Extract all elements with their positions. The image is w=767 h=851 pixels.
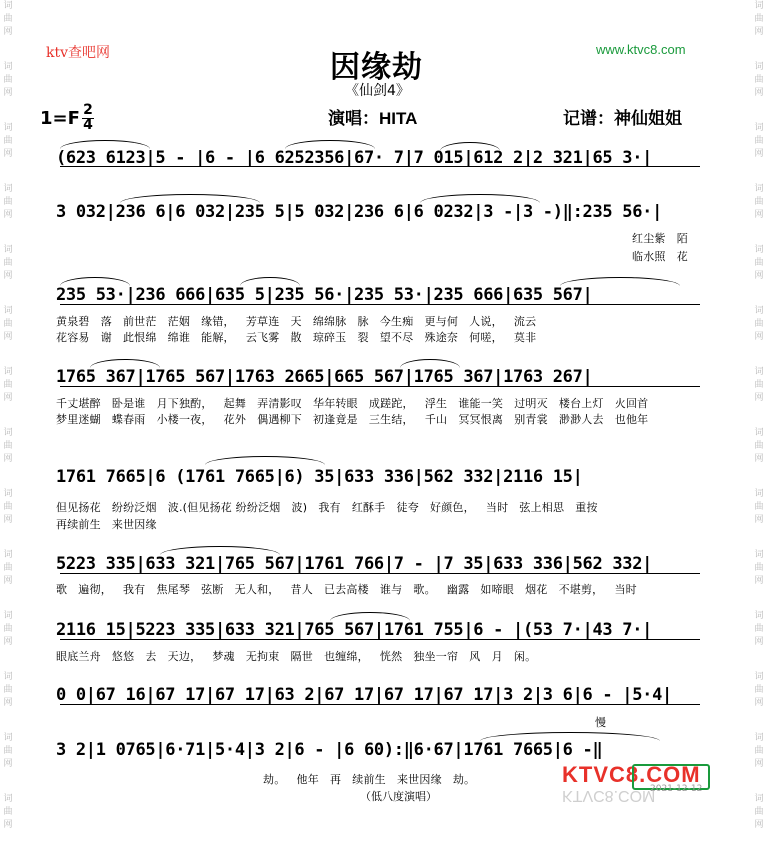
time-signature	[82, 104, 94, 132]
transcriber-credit: 记谱：神仙姐姐	[563, 109, 682, 129]
side-watermark-gap	[753, 832, 765, 851]
side-watermark-char: 词	[3, 1, 13, 11]
side-watermark-char: 词	[3, 367, 13, 377]
side-watermark-gap	[2, 771, 14, 793]
side-watermark-gap	[753, 649, 765, 671]
side-watermark-char: 曲	[754, 258, 764, 268]
side-watermark-char: 曲	[754, 14, 764, 24]
tempo-mark: 慢	[595, 716, 606, 729]
side-watermark-char: 词	[754, 794, 764, 804]
side-watermark-char: 词	[754, 1, 764, 11]
side-watermark-char: 词	[754, 489, 764, 499]
side-watermark-char: 词	[3, 550, 13, 560]
side-watermark-char: 网	[3, 759, 13, 769]
side-watermark-right	[753, 0, 765, 851]
beam-line	[60, 573, 700, 574]
singer-credit: 演唱：HITA	[328, 109, 418, 128]
watermark-date: 2021-12-12	[650, 784, 703, 794]
side-watermark-char: 词	[754, 672, 764, 682]
slur-mark	[120, 194, 260, 203]
side-watermark-char: 词	[754, 428, 764, 438]
lyric-line: 眼底兰舟 悠悠 去 天边， 梦魂 无拘束 隔世 也缠绵， 恍然 独坐一帘 风 月 闲。	[56, 650, 537, 663]
side-watermark-char: 曲	[3, 136, 13, 146]
site-url-right: www.ktvc8.com	[596, 42, 686, 57]
notation-row: 5223 335|633 321|765 567|1761 766|7 - |7 35|633 336|562 332|	[56, 554, 653, 574]
side-watermark-char: 词	[3, 306, 13, 316]
side-watermark-gap	[753, 405, 765, 427]
side-watermark-char: 曲	[754, 563, 764, 573]
slur-mark	[330, 612, 410, 621]
side-watermark-gap	[753, 39, 765, 61]
side-watermark-char: 网	[3, 88, 13, 98]
side-watermark-char: 词	[3, 672, 13, 682]
side-watermark-char: 曲	[3, 685, 13, 695]
side-watermark-char: 词	[754, 367, 764, 377]
side-watermark-gap	[2, 466, 14, 488]
side-watermark-char: 网	[754, 393, 764, 403]
side-watermark-char: 网	[754, 637, 764, 647]
side-watermark-char: 曲	[3, 624, 13, 634]
side-watermark-gap	[753, 466, 765, 488]
side-watermark-char: 曲	[3, 502, 13, 512]
lyric-line: 梦里迷蝴 蝶春雨 小楼一夜， 花外 偶遇柳下 初逢竟是 三生结， 千山 冥冥恨离 别青裳 渺渺人去 也他年	[56, 413, 649, 426]
logo-reflection: KTVC8.COM	[562, 787, 656, 804]
side-watermark-char: 词	[3, 794, 13, 804]
side-watermark-gap	[753, 161, 765, 183]
side-watermark-char: 曲	[3, 746, 13, 756]
side-watermark-char: 网	[3, 271, 13, 281]
slur-mark	[240, 277, 300, 286]
side-watermark-char: 网	[3, 27, 13, 37]
beam-line	[60, 386, 700, 387]
side-watermark-char: 词	[754, 62, 764, 72]
side-watermark-char: 词	[3, 428, 13, 438]
side-watermark-char: 网	[3, 637, 13, 647]
side-watermark-gap	[2, 344, 14, 366]
side-watermark-gap	[753, 771, 765, 793]
side-watermark-char: 网	[3, 698, 13, 708]
key-signature: 1=F	[40, 108, 80, 129]
notation-row: 1761 7665|6 (1761 7665|6) 35|633 336|562 332|2116 15|	[56, 467, 583, 487]
side-watermark-gap	[753, 222, 765, 244]
side-watermark-char: 词	[754, 245, 764, 255]
slur-mark	[480, 732, 660, 741]
side-watermark-char: 网	[3, 393, 13, 403]
side-watermark-char: 曲	[754, 502, 764, 512]
side-watermark-char: 网	[3, 332, 13, 342]
page-title: 因缘劫	[330, 50, 423, 85]
side-watermark-char: 网	[754, 210, 764, 220]
side-watermark-char: 网	[3, 454, 13, 464]
side-watermark-char: 网	[754, 271, 764, 281]
side-watermark-char: 网	[754, 88, 764, 98]
lyric-line: 花容易 谢 此恨绵 绵谁 能解， 云飞雾 散 琼碎玉 裂 望不尽 殊途奈 何嗟， 莫非	[56, 331, 537, 344]
lyric-line: 千丈堪醉 卧是谁 月下独酌， 起舞 弄清影叹 华年转眼 成蹉跎， 浮生 谁能一笑 过明灭 楼台上灯 火回首	[56, 397, 649, 410]
side-watermark-char: 曲	[3, 563, 13, 573]
notation-row: 3 032|236 6|6 032|235 5|5 032|236 6|6 0232|3 -|3 -)‖:235 56·|	[56, 202, 663, 222]
notation-row: 1765 367|1765 567|1763 2665|665 567|1765 367|1763 267|	[56, 367, 593, 387]
side-watermark-char: 曲	[754, 685, 764, 695]
side-watermark-char: 曲	[3, 441, 13, 451]
side-watermark-gap	[753, 344, 765, 366]
side-watermark-char: 曲	[754, 380, 764, 390]
notation-row: (623 6123|5 - |6 - |6 6252356|67· 7|7 015|612 2|2 321|65 3·|	[56, 148, 653, 168]
side-watermark-char: 网	[754, 759, 764, 769]
side-watermark-gap	[2, 283, 14, 305]
side-watermark-gap	[2, 39, 14, 61]
side-watermark-gap	[2, 100, 14, 122]
side-watermark-gap	[753, 710, 765, 732]
side-watermark-char: 词	[754, 611, 764, 621]
side-watermark-char: 词	[754, 550, 764, 560]
side-watermark-char: 词	[3, 733, 13, 743]
side-watermark-char: 网	[754, 454, 764, 464]
side-watermark-char: 词	[754, 306, 764, 316]
side-watermark-char: 词	[754, 184, 764, 194]
side-watermark-char: 网	[3, 149, 13, 159]
side-watermark-char: 网	[754, 515, 764, 525]
site-name-left: ktv查吧网	[46, 45, 111, 61]
slur-mark	[205, 456, 325, 465]
lyric-line: 再续前生 来世因缘	[56, 518, 157, 531]
side-watermark-char: 网	[754, 332, 764, 342]
slur-mark	[60, 277, 130, 286]
side-watermark-char: 词	[754, 123, 764, 133]
side-watermark-gap	[2, 649, 14, 671]
side-watermark-left	[2, 0, 14, 851]
side-watermark-char: 曲	[3, 380, 13, 390]
side-watermark-char: 曲	[754, 807, 764, 817]
side-watermark-char: 网	[3, 576, 13, 586]
slur-mark	[160, 546, 280, 555]
side-watermark-gap	[753, 100, 765, 122]
side-watermark-char: 词	[3, 611, 13, 621]
side-watermark-char: 网	[754, 698, 764, 708]
side-watermark-char: 词	[3, 123, 13, 133]
notation-row: 0 0|67 16|67 17|67 17|63 2|67 17|67 17|67 17|3 2|3 6|6 - |5·4|	[56, 685, 672, 705]
side-watermark-gap	[2, 405, 14, 427]
side-watermark-char: 词	[3, 245, 13, 255]
side-watermark-char: 曲	[754, 746, 764, 756]
side-watermark-char: 网	[754, 27, 764, 37]
side-watermark-gap	[2, 222, 14, 244]
side-watermark-char: 网	[3, 820, 13, 830]
side-watermark-gap	[2, 832, 14, 851]
side-watermark-char: 网	[3, 515, 13, 525]
slur-mark	[285, 140, 375, 149]
side-watermark-char: 曲	[754, 624, 764, 634]
slur-mark	[560, 277, 680, 286]
beam-line	[60, 166, 700, 167]
side-watermark-char: 网	[3, 210, 13, 220]
side-watermark-gap	[2, 710, 14, 732]
side-watermark-char: 曲	[3, 197, 13, 207]
lyric-line: 临水照 花	[632, 250, 688, 263]
slur-mark	[400, 359, 460, 368]
slur-mark	[90, 359, 160, 368]
time-signature-top: 2	[83, 102, 93, 118]
side-watermark-gap	[753, 283, 765, 305]
beam-line	[60, 639, 700, 640]
beam-line	[60, 304, 700, 305]
side-watermark-gap	[753, 527, 765, 549]
side-watermark-char: 词	[3, 62, 13, 72]
notation-row: 235 53·|236 666|635 5|235 56·|235 53·|235 666|635 567|	[56, 285, 593, 305]
side-watermark-gap	[753, 588, 765, 610]
lyric-line: 劫。 他年 再 续前生 来世因缘 劫。	[56, 773, 476, 786]
notation-row: 2116 15|5223 335|633 321|765 567|1761 755|6 - |(53 7·|43 7·|	[56, 620, 653, 640]
lyric-line: 歌 遍彻， 我有 焦尾琴 弦断 无人和， 昔人 已去高楼 谁与 歌。 幽露 如啼眼 烟花 不堪剪， 当时	[56, 583, 637, 596]
side-watermark-char: 词	[754, 733, 764, 743]
side-watermark-char: 网	[754, 576, 764, 586]
side-watermark-char: 曲	[754, 441, 764, 451]
side-watermark-char: 曲	[754, 75, 764, 85]
side-watermark-gap	[2, 527, 14, 549]
side-watermark-char: 曲	[3, 14, 13, 24]
side-watermark-char: 网	[754, 149, 764, 159]
side-watermark-char: 曲	[754, 136, 764, 146]
logo-text: KTVC8.COM	[562, 762, 701, 787]
octave-note: （低八度演唱）	[360, 790, 437, 803]
side-watermark-char: 网	[754, 820, 764, 830]
notation-row: 3 2|1 0765|6·71|5·4|3 2|6 - |6 60):‖6·67|1761 7665|6 -‖	[56, 740, 603, 760]
side-watermark-char: 词	[3, 184, 13, 194]
side-watermark-char: 词	[3, 489, 13, 499]
side-watermark-char: 曲	[3, 319, 13, 329]
slur-mark	[440, 142, 500, 151]
side-watermark-char: 曲	[3, 807, 13, 817]
lyric-line: 黄泉碧 落 前世茫 茫姻 缘错， 芳草连 天 绵绵脉 脉 今生痴 更与何 人说， 流云	[56, 315, 537, 328]
side-watermark-char: 曲	[3, 75, 13, 85]
slur-mark	[60, 140, 150, 149]
lyric-line: 红尘紫 陌	[632, 232, 688, 245]
side-watermark-char: 曲	[3, 258, 13, 268]
beam-line	[60, 704, 700, 705]
side-watermark-gap	[2, 588, 14, 610]
side-watermark-char: 曲	[754, 197, 764, 207]
side-watermark-gap	[2, 161, 14, 183]
slur-mark	[420, 194, 540, 203]
time-signature-bottom: 4	[83, 117, 93, 133]
side-watermark-char: 曲	[754, 319, 764, 329]
lyric-line: 但见扬花 纷纷泛烟 波.(但见扬花 纷纷泛烟 波) 我有 红酥手 徒夸 好颜色， 当时 弦上相思 重按	[56, 501, 598, 514]
subtitle: 《仙剑4》	[345, 83, 410, 99]
